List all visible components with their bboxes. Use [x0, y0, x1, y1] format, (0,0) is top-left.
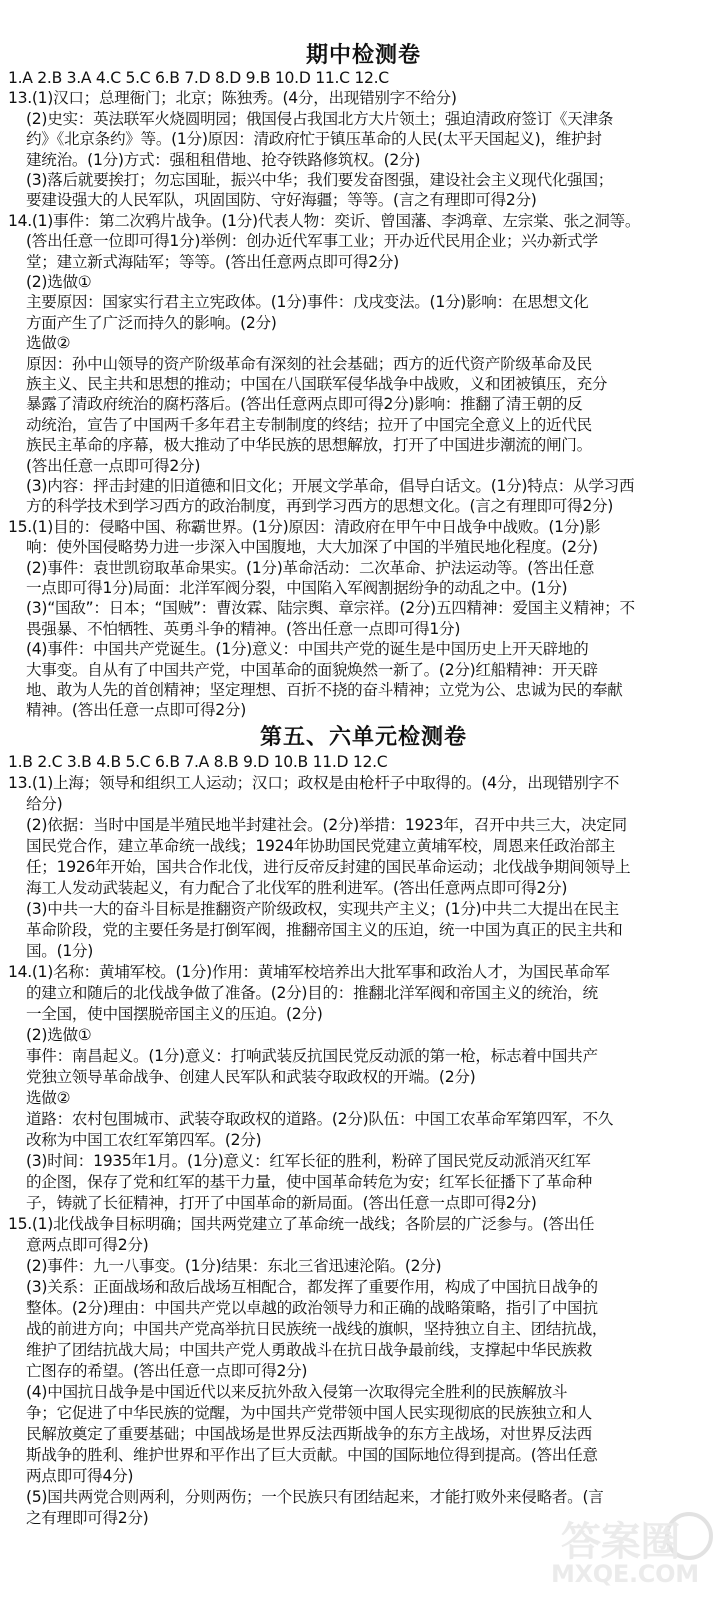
answer-line: (3)内容：抨击封建的旧道德和旧文化；开展文学革命，倡导白话文。(1分)特点：从学习西 — [26, 477, 635, 495]
answer-line: (2)事件：袁世凯窃取革命果实。(1分)革命活动：二次革命、护法运动等。(答出任意 — [26, 558, 595, 577]
answer-line: (2)依据：当时中国是半殖民地半封建社会。(2分)举措：1923年，召开中共三大，决定同 — [26, 816, 627, 834]
answer-line: 民解放奠定了重要基础；中国战场是世界反法西斯战争的东方主战场，对世界反法西 — [26, 1425, 592, 1443]
answer-line: 动统治，宣告了中国两千多年君主专制制度的终结；拉开了中国完全意义上的近代民 — [26, 415, 592, 434]
answer-line: 畏强暴、不怕牺牲、英勇斗争的精神。(答出任意一点即可得1分) — [26, 619, 461, 638]
answer-line: (3)时间：1935年1月。(1分)意义：红军长征的胜利，粉碎了国民党反动派消灭红军 — [26, 1152, 591, 1170]
answer-line: 约》《北京条约》等。(1分)原因：清政府忙于镇压革命的人民(太平天国起义)，维护封 — [26, 130, 602, 149]
answer-line: 13.(1)上海；领导和组织工人运动；汉口；政权是由枪杆子中取得的。(4分，出现错别字不 — [8, 774, 620, 792]
answer-line: 子，铸就了长征精神，打开了中国革命的新局面。(答出任意一点即可得2分) — [26, 1194, 537, 1212]
answer-line: 大事变。自从有了中国共产党，中国革命的面貌焕然一新了。(2分)红船精神：开天辟 — [26, 660, 598, 679]
answer-line: 之有理即可得2分) — [26, 1509, 149, 1527]
answer-line: 道路：农村包围城市、武装夺取政权的道路。(2分)队伍：中国工农革命军第四军，不久 — [26, 1110, 614, 1128]
answer-line: (3)落后就要挨打；勿忘国耻，振兴中华；我们要发奋图强，建设社会主义现代化强国； — [26, 171, 614, 189]
answer-line: (答出任意一点即可得2分) — [26, 456, 201, 475]
answer-line: 15.(1)目的：侵略中国、称霸世界。(1分)原因：清政府在甲午中日战争中战败。(1分)影 — [8, 517, 601, 536]
answer-line: 原因：孙中山领导的资产阶级革命有深刻的社会基础；西方的近代资产阶级革命及民 — [26, 354, 592, 373]
answer-line: 两点即可得4分) — [26, 1467, 134, 1485]
answer-line: 改称为中国工农红军第四军。(2分) — [26, 1131, 262, 1149]
answer-line: 15.(1)北伐战争目标明确；国共两党建立了革命统一战线；各阶层的广泛参与。(答出任 — [8, 1215, 595, 1233]
answer-line: (4)中国抗日战争是中国近代以来反抗外敌入侵第一次取得完全胜利的民族解放斗 — [26, 1383, 568, 1401]
answer-line: 国民党合作，建立革命统一战线；1924年协助国民党建立黄埔军校，周恩来任政治部主 — [26, 837, 616, 855]
answer-line: 一全国，使中国摆脱帝国主义的压迫。(2分) — [26, 1005, 323, 1023]
answer-line: 主要原因：国家实行君主立宪政体。(1分)事件：戊戌变法。(1分)影响：在思想文化 — [26, 293, 589, 312]
answer-line: 海工人发动武装起义，有力配合了北伐军的胜利进军。(答出任意两点即可得2分) — [26, 879, 568, 897]
answer-line: 选做② — [26, 334, 71, 353]
answer-line: 方的科学技术到学习西方的政治制度，再到学习西方的思想文化。(言之有理即可得2分) — [26, 497, 614, 516]
answer-line: 维护了团结抗战大局；中国共产党人勇敢战斗在抗日战争最前线，支撑起中华民族救 — [26, 1341, 592, 1359]
answer-line: 14.(1)事件：第二次鸦片战争。(1分)代表人物：奕䜣、曾国藩、李鸿章、左宗棠、张之洞等。 — [8, 211, 641, 230]
answer-line: 1.A 2.B 3.A 4.C 5.C 6.B 7.D 8.D 9.B 10.D 11.C 12.C — [8, 69, 389, 87]
watermark-url: MXQE.COM — [551, 1560, 699, 1588]
answer-line: 整体。(2分)理由：中国共产党以卓越的政治领导力和正确的战略策略，指引了中国抗 — [26, 1299, 598, 1317]
answer-line: (3)中共一大的奋斗目标是推翻资产阶级政权，实现共产主义；(1分)中共二大提出在民主 — [26, 900, 619, 918]
answer-line: 的建立和随后的北伐战争做了准备。(2分)目的：推翻北洋军阀和帝国主义的统治，统 — [26, 984, 598, 1002]
answer-line: 14.(1)名称：黄埔军校。(1分)作用：黄埔军校培养出大批军事和政治人才，为国民革命军 — [8, 963, 610, 981]
answer-line: 精神。(答出任意一点即可得2分) — [26, 701, 247, 720]
answer-line: 斯战争的胜利、维护世界和平作出了巨大贡献。中国的国际地位得到提高。(答出任意 — [26, 1446, 598, 1464]
answer-line: 族民主革命的序幕，极大推动了中华民族的思想解放，打开了中国进步潮流的闸门。 — [26, 436, 592, 455]
answer-line: (5)国共两党合则两利，分则两伤；一个民族只有团结起来，才能打败外来侵略者。(言 — [26, 1488, 604, 1506]
section-title-midterm: 期中检测卷 — [305, 43, 421, 68]
answer-line: 事件：南昌起义。(1分)意义：打响武装反抗国民党反动派的第一枪，标志着中国共产 — [26, 1047, 598, 1065]
answer-line: (2)事件：九一八事变。(1分)结果：东北三省迅速沦陷。(2分) — [26, 1257, 442, 1275]
answer-line: (4)事件：中国共产党诞生。(1分)意义：中国共产党的诞生是中国历史上开天辟地的 — [26, 640, 589, 659]
answer-line: 国。(1分) — [26, 942, 94, 960]
answer-line: (2)选做① — [26, 273, 92, 291]
answer-line: 堂；建立新式海陆军；等等。(答出任意两点即可得2分) — [26, 252, 399, 271]
answer-line: 选做② — [26, 1089, 71, 1107]
answer-line: 争；它促进了中华民族的觉醒，为中国共产党带领中国人民实现彻底的民族独立和人 — [26, 1404, 592, 1422]
answer-line: (2)选做① — [26, 1026, 92, 1044]
answer-line: 13.(1)汉口；总理衙门；北京；陈独秀。(4分，出现错别字不给分) — [8, 89, 457, 108]
watermark-logo — [521, 1504, 721, 1594]
answer-line: 革命阶段，党的主要任务是打倒军阀，推翻帝国主义的压迫，统一中国为真正的民主共和 — [26, 921, 623, 939]
answer-line: 战的前进方向；中国共产党高举抗日民族统一战线的旗帜，坚持独立自主、团结抗战， — [26, 1320, 608, 1338]
answer-line: (2)史实：英法联军火烧圆明园；俄国侵占我国北方大片领土；强迫清政府签订《天津条 — [26, 109, 614, 128]
answer-line: 响：使外国侵略势力进一步深入中国腹地，大大加深了中国的半殖民地化程度。(2分) — [26, 538, 598, 557]
answer-line: 给分) — [26, 795, 63, 813]
answer-line: 任；1926年开始，国共合作北伐，进行反帝反封建的国民革命运动；北伐战争期间领导上 — [26, 858, 631, 876]
answer-line: 暴露了清政府统治的腐朽落后。(答出任意两点即可得2分)影响：推翻了清王朝的反 — [26, 395, 583, 414]
answer-line: 亡图存的希望。(答出任意一点即可得2分) — [26, 1362, 308, 1380]
answer-line: 一点即可得1分)局面：北洋军阀分裂，中国陷入军阀割据纷争的动乱之中。(1分) — [26, 579, 568, 597]
answer-line: 要建设强大的人民军队，巩固国防、守好海疆；等等。(言之有理即可得2分) — [26, 191, 537, 210]
answer-line: 的企图，保存了党和红军的基干力量，使中国革命转危为安；红军长征播下了革命种 — [26, 1173, 592, 1191]
answer-line: 族主义、民主共和思想的推动；中国在八国联军侵华战争中战败，义和团被镇压，充分 — [26, 375, 608, 393]
answer-line: (答出任意一位即可得1分)举例：创办近代军事工业；开办近代民用企业；兴办新式学 — [26, 232, 598, 251]
answer-line: 意两点即可得2分) — [26, 1236, 149, 1254]
answer-line: 党独立领导革命战争、创建人民军队和武装夺取政权的开端。(2分) — [26, 1068, 476, 1086]
answer-line: 建统治。(1分)方式：强租租借地、抢夺铁路修筑权。(2分) — [26, 150, 421, 169]
answer-line: 地、敢为人先的首创精神；坚定理想、百折不挠的奋斗精神；立党为公、忠诚为民的奉献 — [26, 681, 623, 699]
answer-line: 方面产生了广泛而持久的影响。(2分) — [26, 313, 277, 332]
answer-line: (3)关系：正面战场和敌后战场互相配合，都发挥了重要作用，构成了中国抗日战争的 — [26, 1278, 598, 1296]
watermark-text: 答案圈 — [561, 1519, 681, 1565]
answer-line: (3)“国敌”：日本；“国贼”：曹汝霖、陆宗舆、章宗祥。(2分)五四精神：爱国主义精神；不 — [26, 599, 635, 618]
section-title-unit-5-6: 第五、六单元检测卷 — [259, 725, 467, 750]
answer-line: 1.B 2.C 3.B 4.B 5.C 6.B 7.A 8.B 9.D 10.B 11.D 12.C — [8, 753, 388, 771]
